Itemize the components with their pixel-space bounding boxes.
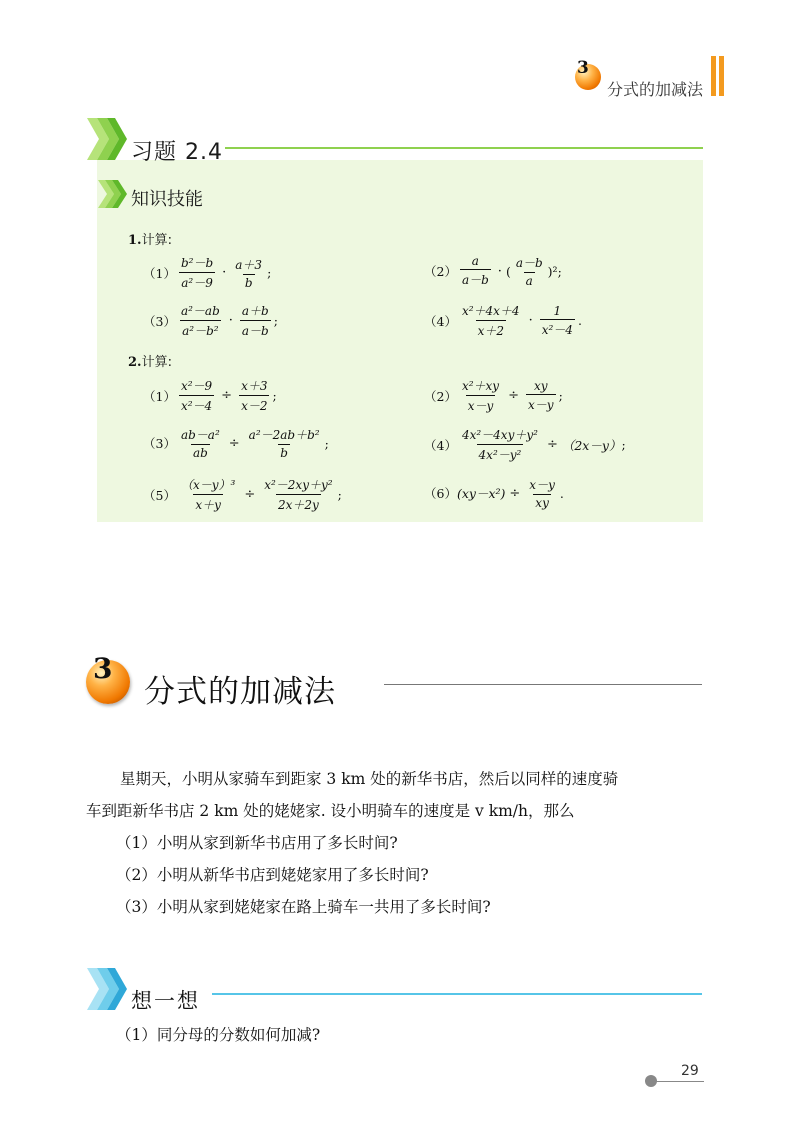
page-rule	[654, 1081, 704, 1082]
q2-item-4	[424, 426, 626, 463]
fraction: $\frac{a+3}{b}$	[235, 257, 263, 290]
q2-item-6	[424, 476, 564, 510]
green-chevron-icon	[85, 116, 129, 162]
fraction: $\frac{\text{x²＋xy}}{x-y}$	[461, 379, 500, 413]
section-title: 分式的加减法	[144, 674, 336, 710]
fraction: $\frac{x+3}{x-2}$	[241, 379, 268, 413]
fraction: $\frac{\text{ab－a²}}{ab}$	[180, 428, 220, 460]
operator: ÷	[546, 437, 558, 452]
fraction: $\frac{a}{a-b}$	[461, 254, 489, 287]
question-label: 计算:	[141, 233, 172, 248]
fraction: $\frac{1}{\text{x²－4}}$	[541, 303, 573, 337]
item-index: （4）	[424, 437, 457, 453]
question-label: 计算:	[141, 355, 172, 370]
item-index: （3）	[143, 436, 176, 451]
fraction: $\frac{\text{4x²－4xy＋y²}}{\text{4x²－y²}}$	[461, 428, 538, 462]
item-tail: ;	[273, 313, 278, 328]
fraction: $\frac{x-y}{xy}$	[529, 478, 555, 510]
header-accent-bar	[719, 56, 724, 96]
paragraph-line: 车到距新华书店 2 km 处的姥姥家. 设小明骑车的速度是 v km/h，那么	[86, 802, 575, 820]
operator: ÷	[508, 388, 519, 403]
item-index: （1）	[143, 265, 176, 281]
item-tail: ;	[337, 487, 342, 502]
small-green-chevron-icon	[97, 178, 129, 210]
operator: ÷	[221, 388, 233, 403]
q1-item-2	[424, 254, 562, 288]
q2-item-5	[143, 476, 342, 513]
q1-item-3	[143, 302, 278, 339]
operator: ·	[228, 313, 233, 328]
operator: ÷	[228, 435, 240, 451]
question-line: （2）小明从新华书店到姥姥家用了多长时间?	[116, 866, 429, 884]
item-index: （2）	[424, 388, 457, 404]
header-chapter-title: 分式的加减法	[607, 80, 704, 99]
item-tail: ;	[557, 263, 562, 279]
fraction: $\frac{\text{x²－2xy＋y²}}{2x+2y}$	[264, 478, 333, 512]
fraction: $\frac{a+b}{a-b}$	[241, 304, 269, 338]
fraction: $\frac{\text{x²－9}}{\text{x²－4}}$	[180, 379, 213, 413]
expression: （2x－y）	[561, 437, 622, 453]
page-number: 29	[681, 1063, 699, 1079]
q1-item-1	[143, 254, 271, 291]
paren: )²	[547, 263, 558, 279]
item-index: （2）	[424, 264, 457, 279]
item-tail: ;	[272, 388, 277, 403]
expression: (xy－x²)	[456, 486, 506, 501]
exercise-title-rule	[225, 147, 703, 149]
operator: ÷	[509, 485, 521, 501]
think-title-rule	[212, 993, 702, 995]
fraction: $\frac{\text{（x－y）³}}{x+y}$	[180, 478, 236, 512]
header-chapter-number: 3	[577, 58, 589, 78]
paragraph-line: 星期天，小明从家骑车到距家 3 km 处的新华书店，然后以同样的速度骑	[120, 770, 619, 788]
q2-item-1	[143, 377, 277, 414]
page-dot-icon	[645, 1075, 657, 1087]
section-title-rule	[384, 684, 702, 685]
fraction: $\frac{\text{a²－2ab＋b²}}{b}$	[248, 428, 320, 460]
exercise-box	[97, 160, 703, 522]
item-tail: .	[577, 313, 582, 328]
question-2-heading	[128, 351, 172, 370]
think-title: 想一想	[131, 989, 200, 1013]
item-tail: ;	[267, 265, 272, 280]
paren: (	[505, 263, 511, 279]
fraction: $\frac{\text{b²－b}}{\text{a²－9}}$	[180, 256, 214, 290]
question-line: （1）小明从家到新华书店用了多长时间?	[116, 834, 398, 852]
question-1-heading	[128, 229, 172, 248]
item-tail: ;	[621, 437, 626, 452]
q2-item-3	[143, 426, 329, 460]
item-index: （1）	[143, 388, 176, 404]
fraction: $\frac{a-b}{a}$	[515, 256, 543, 288]
section-number: 3	[93, 652, 113, 685]
fraction: $\frac{xy}{x-y}$	[528, 378, 554, 412]
think-question: （1）同分母的分数如何加减?	[116, 1026, 321, 1044]
blue-chevron-icon	[85, 966, 129, 1012]
exercise-subtitle: 知识技能	[131, 189, 203, 210]
exercise-title: 习题 2.4	[131, 140, 223, 165]
q2-item-2	[424, 377, 563, 414]
question-line: （3）小明从家到姥姥家在路上骑车一共用了多长时间?	[116, 898, 491, 916]
operator: ÷	[244, 487, 256, 502]
item-index: （4）	[424, 313, 457, 329]
item-index: （3）	[143, 313, 176, 329]
operator: ·	[528, 313, 533, 328]
question-number: 2.	[128, 355, 142, 370]
item-tail: ;	[558, 388, 563, 403]
operator: ·	[222, 265, 227, 280]
item-index: （5）	[143, 487, 176, 503]
item-index: （6）	[424, 486, 457, 501]
item-tail: ;	[324, 435, 329, 451]
header-accent-bar	[711, 56, 716, 96]
item-tail: .	[559, 485, 564, 501]
fraction: $\frac{\text{a²－ab}}{\text{a²－b²}}$	[180, 304, 220, 338]
fraction: $\frac{\text{x²＋4x＋4}}{x+2}$	[461, 304, 520, 338]
operator: ·	[497, 263, 502, 279]
q1-item-4	[424, 302, 582, 339]
question-number: 1.	[128, 233, 142, 248]
